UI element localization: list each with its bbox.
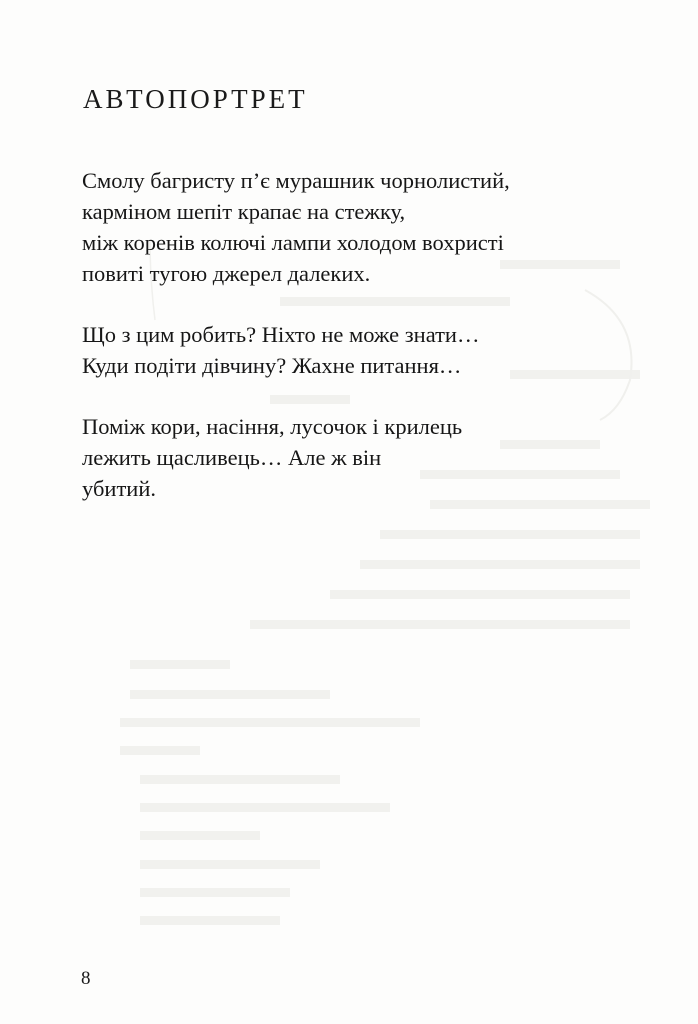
stanza-3 [82,411,642,504]
poem-line: убитий. [82,476,156,501]
stanza-1 [82,165,642,289]
poem-line: Що з цим робить? Ніхто не може знати… [82,322,480,347]
poem-line: Смолу багристу п’є мурашник чорнолистий, [82,168,510,193]
page-number: 8 [81,968,91,989]
stanza-2 [82,319,642,381]
poem-line: карміном шепіт крапає на стежку, [82,199,406,224]
poem-line: Поміж кори, насіння, лусочок і крилець [82,414,463,439]
poem-line: лежить щасливець… Але ж він [82,445,382,470]
poem-body [82,165,642,534]
poem-line: повиті тугою джерел далеких. [82,261,371,286]
poem-line: між коренів колючі лампи холодом вохристі [82,230,504,255]
poem-line: Куди подіти дівчину? Жахне питання… [82,353,462,378]
poem-title: АВТОПОРТРЕТ [83,84,308,114]
